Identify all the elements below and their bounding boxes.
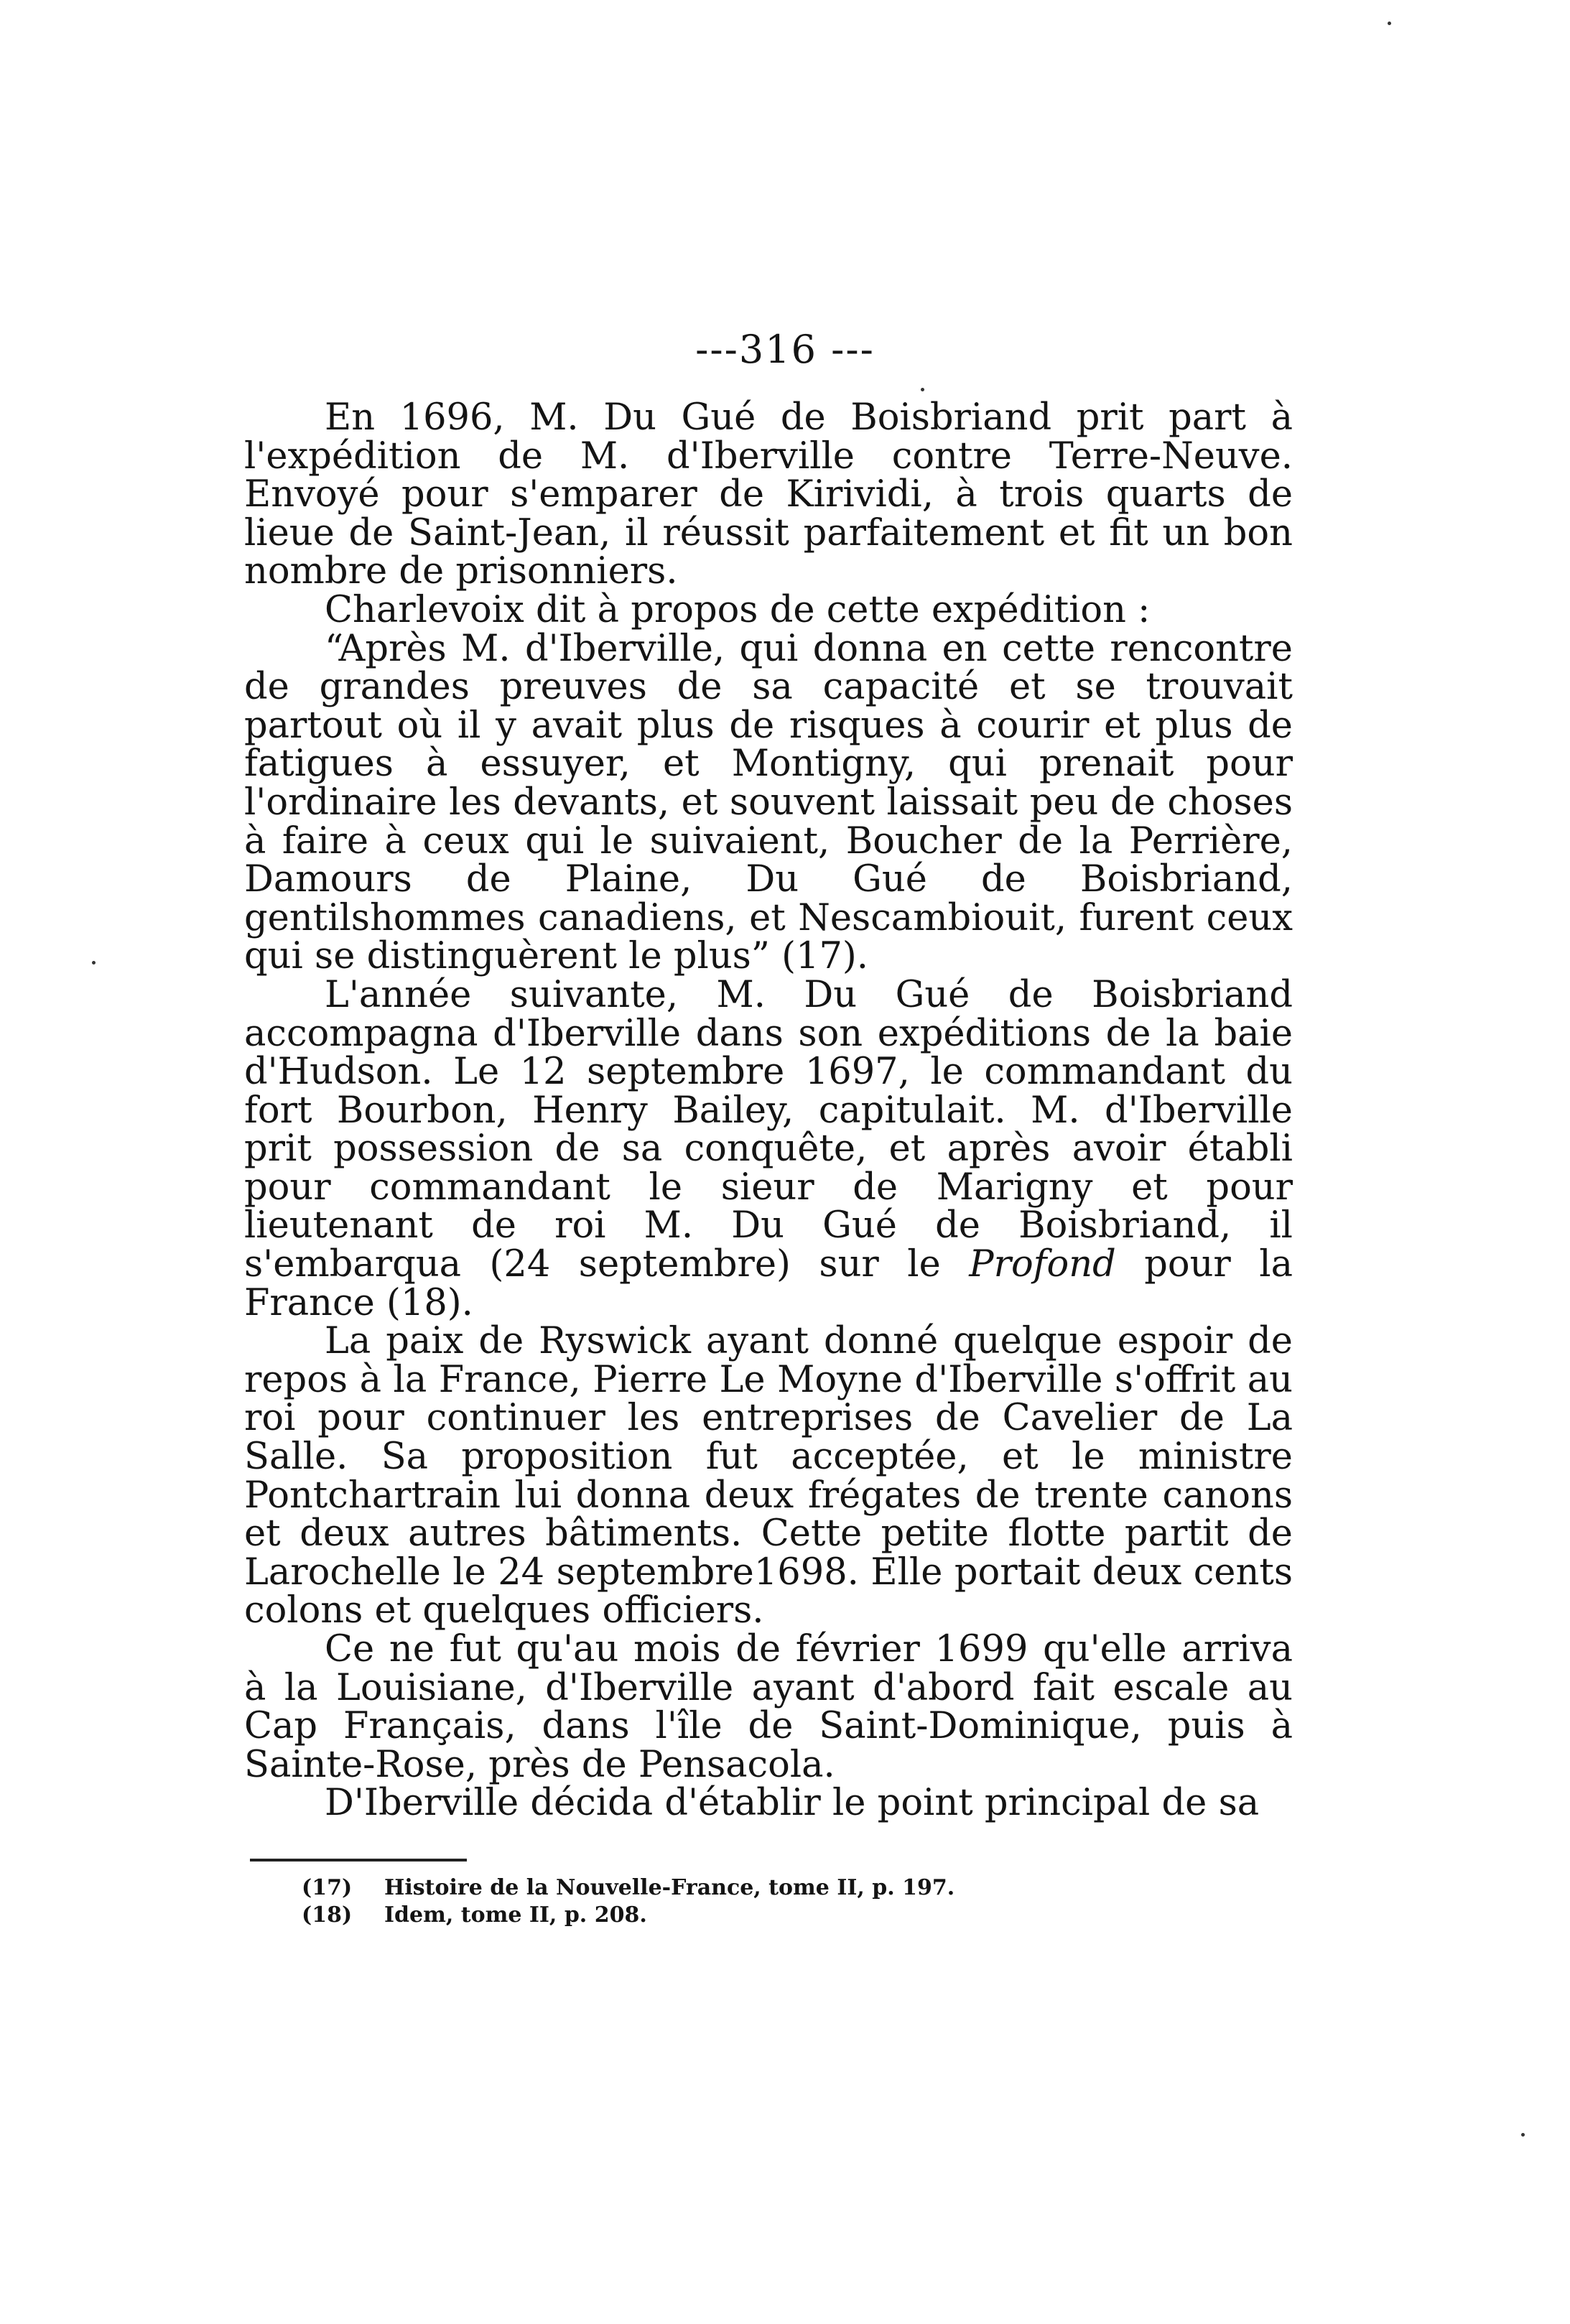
paragraph-5: La paix de Ryswick ayant donné quelque espoir de repos à la France, Pierre Le Moyne d'Iberville s'offrit au roi pour continuer les entreprises de Cavelier de La Salle. Sa proposition fut acceptée, et le ministre Pontchartrain lui donna deux frégates de trente canons et deux autres bâtiments. Cette petite flotte partit de Larochelle le 24 septembre1698. Elle portait deux cents colons et quelques officiers. xyxy=(244,1320,1293,1632)
paragraph-4-end: pour la France (18). xyxy=(244,1243,1293,1324)
page-number: ---316 --- xyxy=(695,327,875,372)
paragraph-4 xyxy=(244,973,1293,1324)
body-text xyxy=(244,396,1293,1825)
footnote-number: (18) xyxy=(302,1902,353,1928)
paragraph-7: D'Iberville décida d'établir le point principal de sa xyxy=(325,1782,1260,1825)
footnote-text: Idem, tome II, p. 208. xyxy=(384,1902,647,1928)
scan-speck xyxy=(921,388,924,391)
footnotes xyxy=(302,1874,1235,1929)
footnote-text: Histoire de la Nouvelle-France, tome II, p. 197. xyxy=(384,1875,955,1900)
paragraph-1: En 1696, M. Du Gué de Boisbriand prit part à l'expédition de M. d'Iberville contre Terre-Neuve. Envoyé pour s'emparer de Kirividi, à trois quarts de lieue de Saint-Jean, il réussit parfaitement et fit un bon nombre de prisonniers. xyxy=(244,396,1293,593)
paragraph-4-text: L'année suivante, M. Du Gué de Boisbriand accompagna d'Iberville dans son expéditions de la baie d'Hudson. Le 12 septembre 1697, le commandant du fort Bourbon, Henry Bailey, capitulait. M. d'Iberville prit possession de sa conquête, et après avoir établi pour commandant le sieur de Marigny et pour lieutenant de roi M. Du Gué de Boisbriand, il s'embarqua (24 septembre) sur le xyxy=(244,973,1293,1286)
ship-name: Profond xyxy=(969,1243,1116,1286)
scan-speck xyxy=(1521,2133,1525,2137)
scan-speck xyxy=(92,961,96,965)
scan-speck xyxy=(1388,22,1391,25)
paragraph-3-quote: “Après M. d'Iberville, qui donna en cette rencontre de grandes preuves de sa capacité et se trouvait partout où il y avait plus de risques à courir et plus de fatigues à essuyer, et Montigny, qui prenait pour l'ordinaire les devants, et souvent laissait peu de choses à faire à ceux qui le suivaient, Boucher de la Perrière, Damours de Plaine, Du Gué de Boisbriand, gentilshommes canadiens, et Nescambiouit, furent ceux qui se distinguèrent le plus” (17). xyxy=(244,627,1293,978)
footnote-18 xyxy=(302,1902,1235,1929)
footnote-divider xyxy=(250,1859,467,1861)
footnote-17 xyxy=(302,1874,1235,1902)
paragraph-2: Charlevoix dit à propos de cette expédition : xyxy=(325,588,1151,631)
paragraph-6: Ce ne fut qu'au mois de février 1699 qu'elle arriva à la Louisiane, d'Iberville ayant d'abord fait escale au Cap Français, dans l'île de Saint-Dominique, puis à Sainte-Rose, près de Pensacola. xyxy=(244,1628,1293,1786)
footnote-number: (17) xyxy=(302,1875,353,1900)
